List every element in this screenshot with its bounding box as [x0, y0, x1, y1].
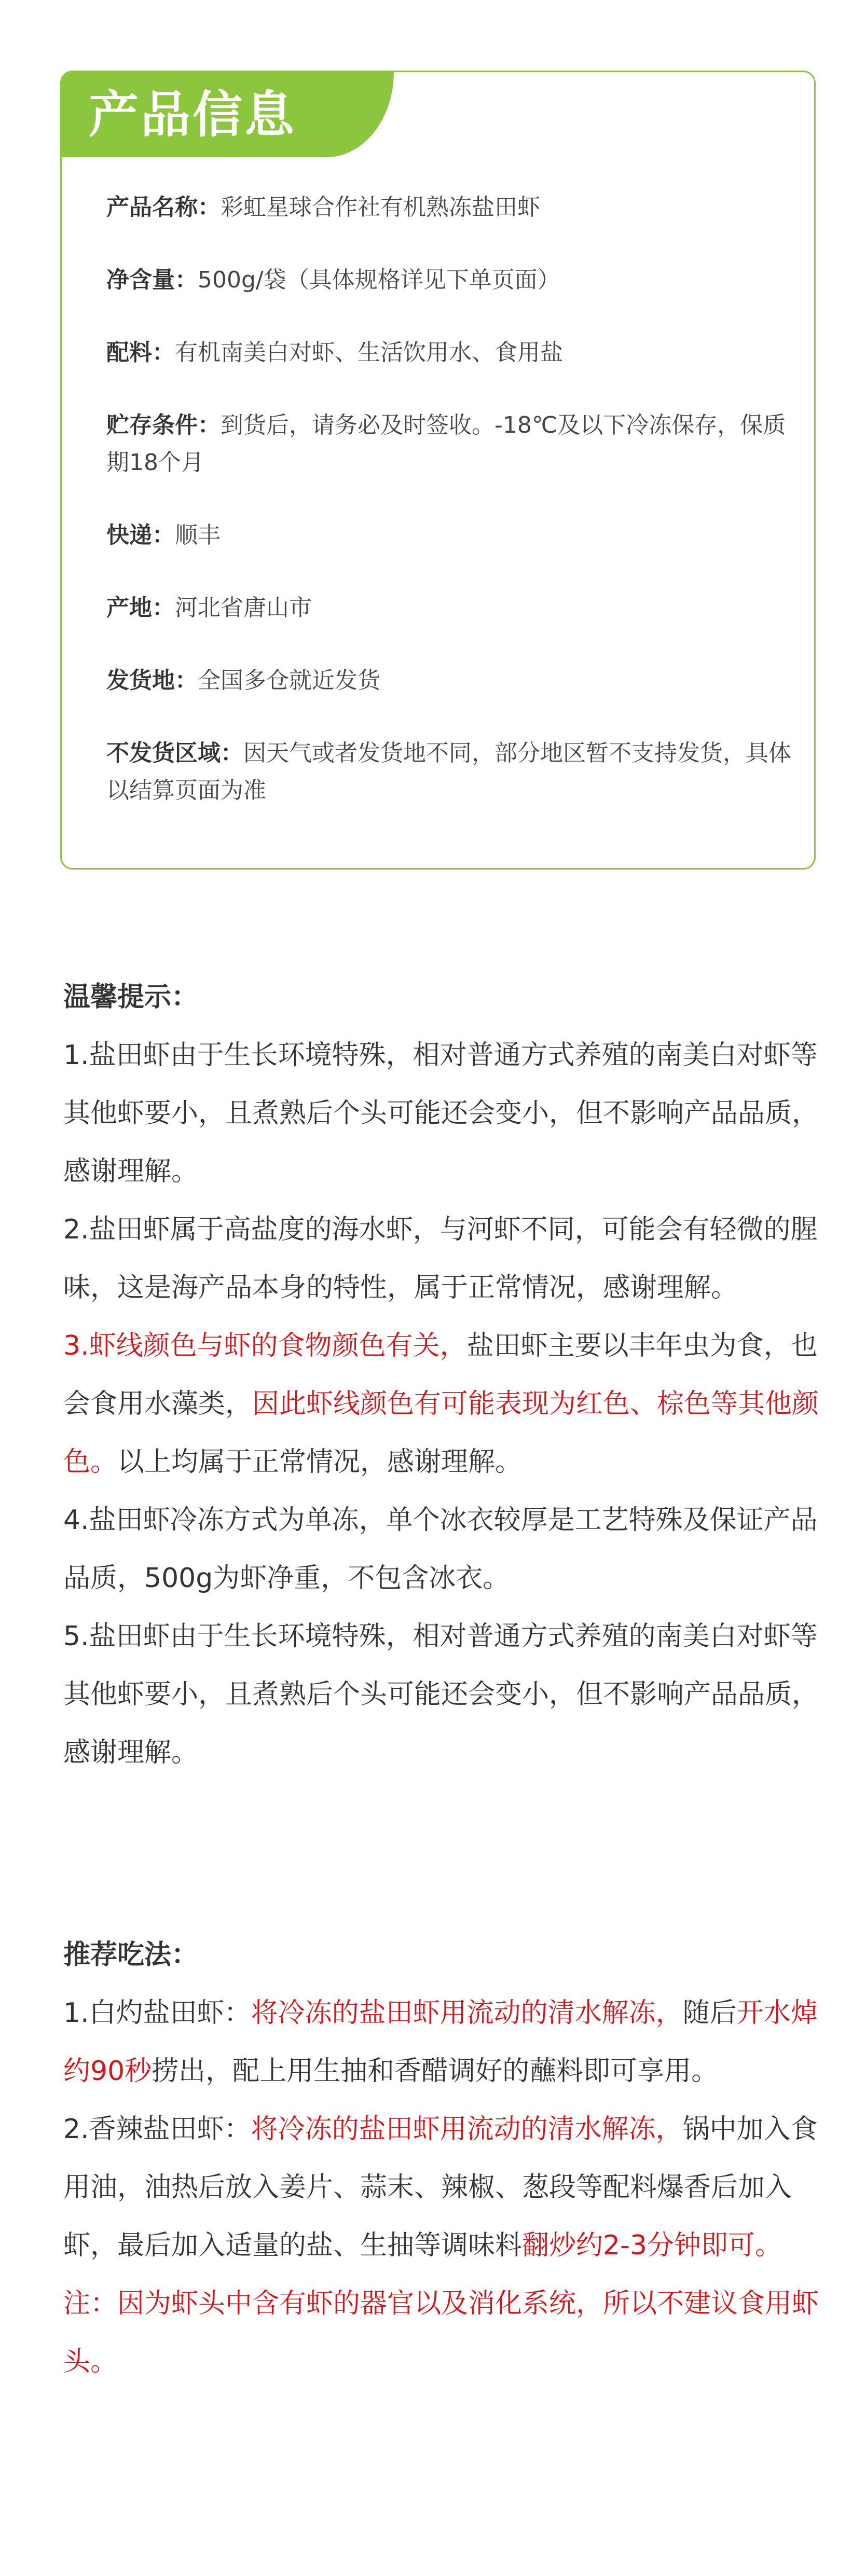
recipe-note: 注：因为虾头中含有虾的器官以及消化系统，所以不建议食用虾头。: [63, 2288, 819, 2377]
tip-3-text-d: 以上均属于正常情况，感谢理解。: [117, 1447, 523, 1478]
info-value: 河北省唐山市: [175, 595, 312, 621]
info-value: 有机南美白对虾、生活饮用水、食用盐: [175, 339, 563, 366]
recipe-2-highlight-thaw: 将冷冻的盐田虾用流动的清水解冻，: [251, 2114, 683, 2145]
recipe-2-text: 锅中加入食用油，油热后放入姜片、蒜末、辣椒、葱段等配料爆香后加入虾，最后加入适量的盐、生抽等调味料: [63, 2114, 818, 2261]
info-value: 彩虹星球合作社有机熟冻盐田虾: [221, 194, 540, 221]
info-value: 全国多仓就近发货: [198, 667, 380, 694]
info-key: 净含量：: [106, 267, 198, 293]
info-value: 顺丰: [175, 522, 221, 548]
info-item-storage: [106, 407, 796, 481]
tip-5: 5.盐田虾由于生长环境特殊，相对普通方式养殖的南美白对虾等其他虾要小，且煮熟后个头可能还会变小，但不影响产品品质，感谢理解。: [63, 1621, 819, 1768]
info-item-origin: [106, 589, 796, 627]
recipe-2: [63, 2100, 831, 2275]
info-item-product-name: [106, 189, 796, 226]
recipe-1-highlight-thaw: 将冷冻的盐田虾用流动的清水解冻，: [251, 1998, 683, 2029]
recipe-1-text-end: 捞出，配上用生抽和香醋调好的蘸料即可享用。: [152, 2056, 719, 2087]
info-item-ingredients: [106, 334, 796, 371]
info-value: 500g/袋（具体规格详见下单页面）: [198, 267, 560, 293]
recipes-section: [63, 1926, 831, 2391]
info-key: 不发货区域：: [106, 740, 243, 766]
info-key: 快递：: [106, 522, 175, 548]
recipe-2-highlight-stirfry: 翻炒约2-3分钟即可。: [522, 2230, 782, 2261]
info-key: 贮存条件：: [106, 412, 221, 438]
info-value: 到货后，请务必及时签收。-18℃及以下冷冻保存，保质期18个月: [106, 412, 786, 476]
card-title: 产品信息: [89, 86, 296, 144]
tip-4: 4.盐田虾冷冻方式为单冻，单个冰衣较厚是工艺特殊及保证产品品质，500g为虾净重，不包含冰衣。: [63, 1505, 818, 1594]
product-info-card: [60, 71, 816, 870]
tip-2: 2.盐田虾属于高盐度的海水虾，与河虾不同，可能会有轻微的腥味，这是海产品本身的特性，属于正常情况，感谢理解。: [63, 1214, 818, 1303]
info-item-ship-from: [106, 662, 796, 699]
tip-1: 1.盐田虾由于生长环境特殊，相对普通方式养殖的南美白对虾等其他虾要小，且煮熟后个头可能还会变小，但不影响产品品质，感谢理解。: [63, 1040, 819, 1187]
tip-3-highlight-a: 3.虾线颜色与虾的食物颜色有关，: [63, 1330, 467, 1361]
recipes-title: 推荐吃法：: [63, 1939, 199, 1971]
info-key: 配料：: [106, 339, 175, 366]
info-key: 发货地：: [106, 667, 198, 694]
recipe-1: [63, 1984, 831, 2100]
info-item-courier: [106, 517, 796, 554]
tip-3-highlight-c: 因此虾线颜色有可能表现为红色、棕色等其他颜色。: [63, 1388, 819, 1478]
recipe-2-name: 2.香辣盐田虾：: [63, 2114, 251, 2145]
info-item-net-weight: [106, 261, 796, 299]
tips-section: [63, 968, 831, 1782]
info-item-no-delivery-area: [106, 735, 796, 809]
info-key: 产品名称：: [106, 194, 221, 221]
tips-title: 温馨提示：: [63, 982, 199, 1013]
info-value: 因天气或者发货地不同，部分地区暂不支持发货，具体以结算页面为准: [106, 740, 791, 804]
tip-3: [63, 1317, 831, 1491]
card-title-banner: [62, 72, 394, 157]
tip-3-text-b: 盐田虾主要以丰年虫为食，也会食用水藻类，: [63, 1330, 818, 1420]
info-key: 产地：: [106, 595, 175, 621]
info-list: [106, 189, 796, 845]
recipe-1-highlight-boil: 开水焯约90秒: [63, 1998, 818, 2087]
recipe-1-text: 随后: [682, 1998, 737, 2029]
recipe-1-name: 1.白灼盐田虾：: [63, 1998, 251, 2029]
